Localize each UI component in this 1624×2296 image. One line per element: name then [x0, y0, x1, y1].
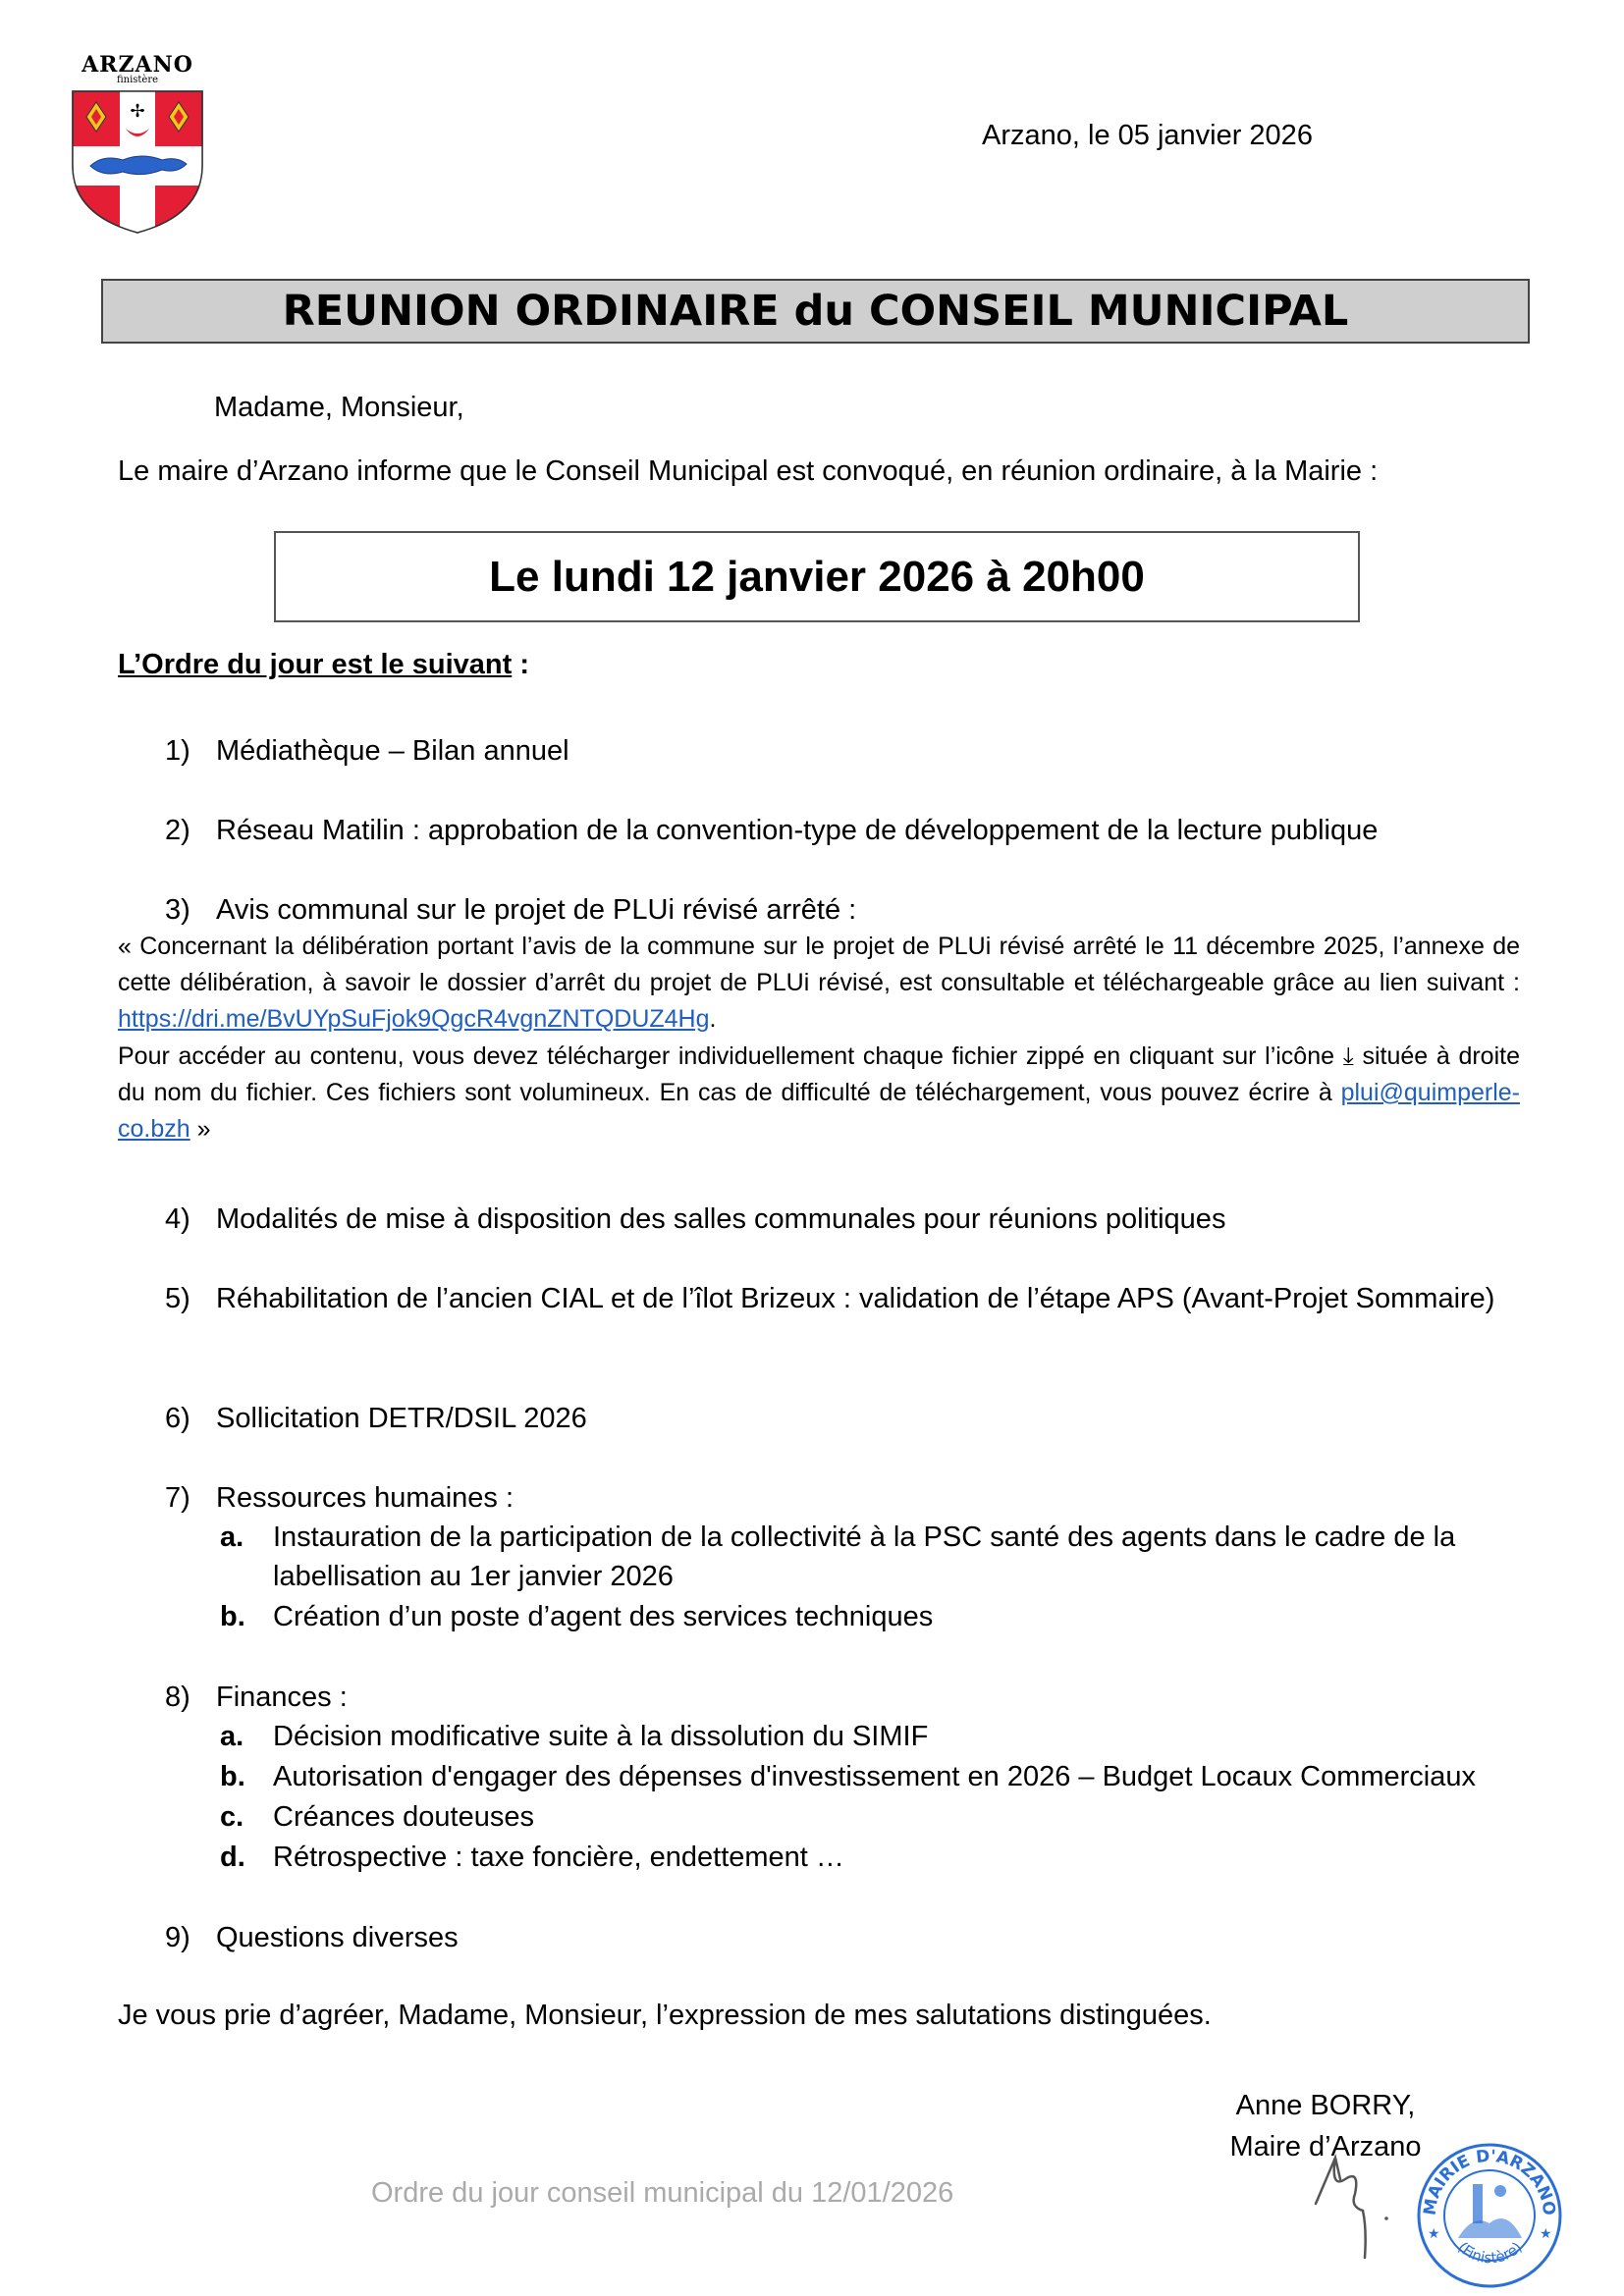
agenda-item-number: 3) [165, 894, 190, 926]
svg-text:✢: ✢ [130, 101, 145, 121]
subitem-letter: a. [220, 1721, 244, 1752]
subitem-letter: b. [220, 1601, 245, 1632]
plui-quote-paragraph-2 [118, 1039, 1520, 1148]
letter-date: Arzano, le 05 janvier 2026 [982, 120, 1313, 151]
agenda-item-number: 8) [165, 1682, 190, 1713]
agenda-subitem-8b [220, 1757, 1476, 1796]
agenda-item-number: 7) [165, 1482, 190, 1514]
agenda-heading-text: L’Ordre du jour est le suivant [118, 649, 513, 680]
quote-text: « Concernant la délibération portant l’avis de la commune sur le projet de PLUi révisé arrêté le 11 décembre 2025, l’annexe de cette délibération, à savoir le dossier d’arrêt du projet de PLUi révisé, est consultable et téléchargeable grâce au lien suivant : [118, 933, 1520, 996]
agenda-item-2 [165, 811, 1378, 850]
download-icon: ⤓ [1342, 1042, 1354, 1070]
quote-text: . [709, 1005, 717, 1033]
subitem-letter: c. [220, 1801, 244, 1833]
agenda-item-number: 6) [165, 1403, 190, 1434]
salutation: Madame, Monsieur, [214, 392, 464, 423]
agenda-item-5 [165, 1279, 1520, 1318]
plui-download-link[interactable]: https://dri.me/BvUYpSuFjok9QgcR4vgnZNTQDUZ4Hg [118, 1005, 710, 1033]
agenda-subitem-7b [220, 1597, 933, 1636]
subitem-letter: b. [220, 1761, 245, 1792]
subitem-text: Instauration de la participation de la collectivité à la PSC santé des agents dans le cadre de la labellisation au 1er janvier 2026 [273, 1522, 1456, 1592]
svg-text:MAIRIE D'ARZANO [1421, 2147, 1559, 2216]
subitem-text: Décision modificative suite à la dissolution du SIMIF [273, 1721, 929, 1752]
footer-text: Ordre du jour conseil municipal du 12/01/2026 [371, 2177, 954, 2209]
agenda-item-number: 5) [165, 1283, 190, 1314]
stamp-top-text: MAIRIE D'ARZANO [1420, 2146, 1559, 2217]
agenda-item-9 [165, 1918, 459, 1957]
agenda-heading-colon: : [512, 649, 529, 680]
logo-subtitle: finistère [116, 75, 159, 85]
agenda-item-number: 1) [165, 735, 190, 767]
stamp-bottom-text: (Finistère) [1454, 2238, 1526, 2268]
official-stamp-icon [1414, 2140, 1566, 2292]
document-title: REUNION ORDINAIRE du CONSEIL MUNICIPAL [101, 279, 1530, 344]
subitem-text: Créances douteuses [273, 1801, 534, 1833]
svg-text:★: ★ [1428, 2225, 1440, 2241]
quote-text: » [189, 1115, 211, 1143]
agenda-item-text: Sollicitation DETR/DSIL 2026 [216, 1403, 587, 1434]
subitem-text: Rétrospective : taxe foncière, endettement … [273, 1842, 844, 1873]
signatory-role: Maire d’Arzano [1229, 2131, 1422, 2163]
agenda-subitem-8c [220, 1797, 534, 1837]
agenda-item-6 [165, 1399, 587, 1438]
agenda-item-text: Médiathèque – Bilan annuel [216, 735, 569, 767]
quote-text: située à droite du nom du fichier. Ces fichiers sont volumineux. En cas de difficulté de téléchargement, vous pouvez écrire à [118, 1042, 1520, 1106]
signatory-name: Anne BORRY, [1235, 2090, 1416, 2121]
agenda-item-text: Finances : [216, 1682, 348, 1713]
svg-text:★: ★ [1540, 2225, 1552, 2241]
subitem-text: Autorisation d'engager des dépenses d'investissement en 2026 – Budget Locaux Commerciaux [273, 1761, 1476, 1792]
quote-text: Pour accéder au contenu, vous devez télécharger individuellement chaque fichier zippé en cliquant sur l’icône [118, 1042, 1343, 1070]
plui-quote-paragraph-1 [118, 929, 1520, 1038]
svg-text:(Finistère) [1454, 2238, 1526, 2267]
subitem-letter: d. [220, 1842, 245, 1873]
agenda-subitem-8d [220, 1838, 844, 1877]
agenda-item-number: 9) [165, 1922, 190, 1953]
intro-paragraph: Le maire d’Arzano informe que le Conseil Municipal est convoqué, en réunion ordinaire, à la Mairie : [118, 455, 1379, 487]
agenda-heading [118, 649, 529, 681]
agenda-item-text: Réhabilitation de l’ancien CIAL et de l’îlot Brizeux : validation de l’étape APS (Avant-Projet Sommaire) [216, 1283, 1495, 1314]
agenda-item-text: Réseau Matilin : approbation de la convention-type de développement de la lecture publique [216, 815, 1379, 846]
subitem-letter: a. [220, 1522, 244, 1553]
handwritten-signature-icon [1306, 2150, 1404, 2268]
coat-of-arms-icon [69, 87, 206, 235]
municipal-logo [81, 52, 226, 240]
agenda-subitem-8a [220, 1717, 928, 1756]
meeting-date-box: Le lundi 12 janvier 2026 à 20h00 [274, 531, 1360, 622]
closing-formula: Je vous prie d’agréer, Madame, Monsieur, l’expression de mes salutations distinguées. [118, 2000, 1212, 2031]
agenda-item-3 [165, 890, 856, 930]
logo-title: ARZANO [81, 52, 193, 78]
agenda-item-text: Avis communal sur le projet de PLUi révisé arrêté : [216, 894, 857, 926]
agenda-item-text: Questions diverses [216, 1922, 459, 1953]
agenda-item-4 [165, 1200, 1225, 1239]
agenda-subitem-7a [220, 1518, 1522, 1596]
agenda-item-text: Modalités de mise à disposition des salles communales pour réunions politiques [216, 1203, 1226, 1235]
agenda-item-text: Ressources humaines : [216, 1482, 514, 1514]
agenda-item-8 [165, 1678, 348, 1717]
subitem-text: Création d’un poste d’agent des services techniques [273, 1601, 934, 1632]
agenda-item-7 [165, 1478, 514, 1518]
plui-email-link[interactable]: plui@quimperle-co.bzh [118, 1079, 1520, 1143]
agenda-item-number: 4) [165, 1203, 190, 1235]
agenda-item-number: 2) [165, 815, 190, 846]
agenda-item-1 [165, 731, 569, 771]
